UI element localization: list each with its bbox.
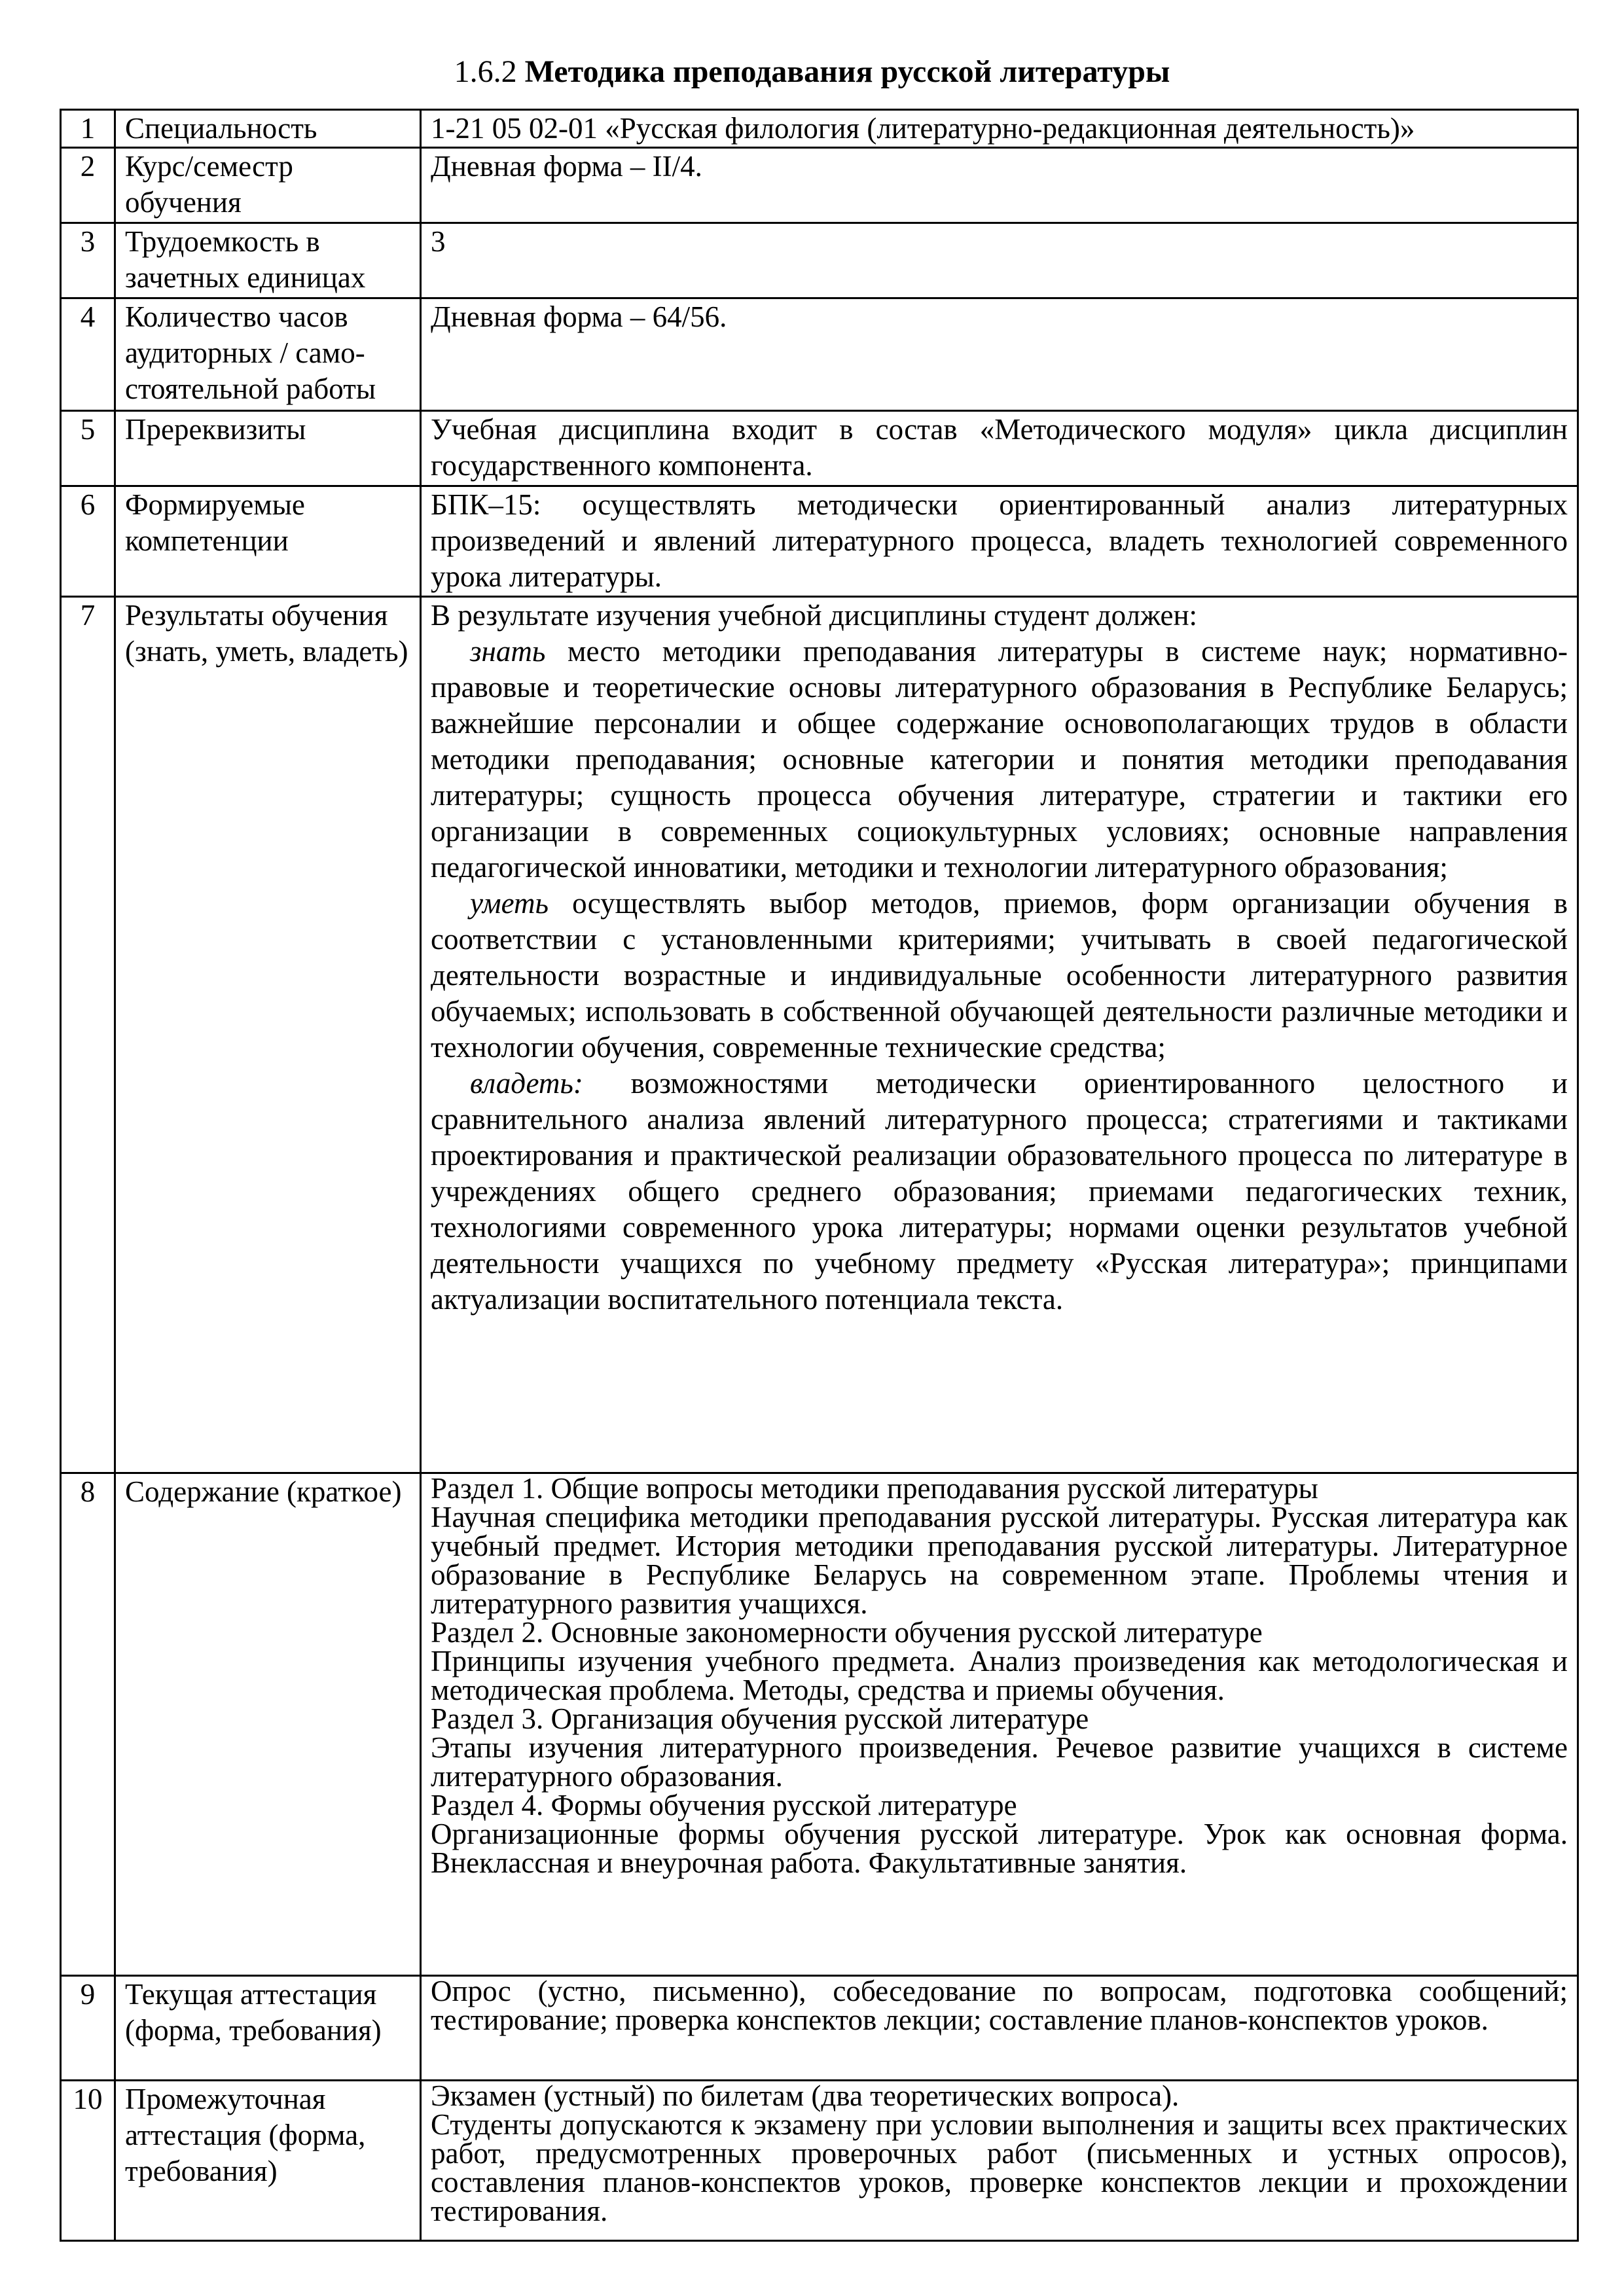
row-number: 9 <box>61 1976 115 2081</box>
page-title <box>0 52 1624 92</box>
section-heading: Раздел 1. Общие вопросы методики преподавания русской литературы <box>431 1472 1318 1505</box>
section-heading: Раздел 2. Основные закономерности обучения русской литературе <box>431 1616 1263 1649</box>
table-row <box>61 486 1578 597</box>
row-number: 10 <box>61 2081 115 2241</box>
row-label: Содержание (краткое) <box>115 1473 421 1976</box>
row-number: 4 <box>61 298 115 411</box>
row-number: 5 <box>61 411 115 486</box>
row-value: Опрос (устно, письменно), собеседование по вопросам, подготовка сообщений; тестирование; проверка конспектов лекции; составление планов-конспектов уроков. <box>421 1976 1578 2081</box>
table-row <box>61 298 1578 411</box>
results-intro: В результате изучения учебной дисциплины студент должен: <box>431 599 1198 632</box>
results-know <box>431 634 1568 886</box>
row-value: 3 <box>421 223 1578 298</box>
exam-requirements: Студенты допускаются к экзамену при условии выполнения и защиты всех практических работ, предусмотренных проверочных работ (письменных и устных опросов), составления планов-конспектов уроков, проверке конспектов лекции и прохождении тестирования. <box>431 2108 1568 2227</box>
row-label: Количество часов аудиторных / само-стоятельной работы <box>115 298 421 411</box>
row-label: Текущая аттестация (форма, требования) <box>115 1976 421 2081</box>
table-row <box>61 110 1578 148</box>
row-number: 2 <box>61 148 115 223</box>
table-row <box>61 1473 1578 1976</box>
row-label: Курс/семестр обучения <box>115 148 421 223</box>
row-number: 1 <box>61 110 115 148</box>
results-own <box>431 1066 1568 1318</box>
exam-line: Экзамен (устный) по билетам (два теоретических вопроса). <box>431 2079 1180 2112</box>
row-label: Промежуточная аттестация (форма, требования) <box>115 2081 421 2241</box>
table-row <box>61 411 1578 486</box>
row-value: Дневная форма – 64/56. <box>421 298 1578 411</box>
row-number: 3 <box>61 223 115 298</box>
row-label: Пререквизиты <box>115 411 421 486</box>
row-value <box>421 597 1578 1473</box>
title-name: Методика преподавания русской литературы <box>524 54 1170 89</box>
table-row <box>61 1976 1578 2081</box>
row-number: 6 <box>61 486 115 597</box>
row-value: Учебная дисциплина входит в состав «Методического модуля» цикла дисциплин государственного компонента. <box>421 411 1578 486</box>
section-text: Принципы изучения учебного предмета. Анализ произведения как методологическая и методическая проблема. Методы, средства и приемы обучения. <box>431 1645 1568 1706</box>
row-number: 7 <box>61 597 115 1473</box>
know-term: знать <box>470 635 546 668</box>
table-row <box>61 223 1578 298</box>
own-text: возможностями методически ориентированного целостного и сравнительного анализа явлений литературного процесса; стратегиями и тактиками проектирования и практической реализации образовательного процесса по литературе в учреждениях общего среднего образования; приемами педагогических техник, технологиями современного урока литературы; нормами оценки результатов учебной деятельности учащихся по учебному предмету «Русская литература»; принципами актуализации воспитательного потенциала текста. <box>431 1067 1568 1316</box>
row-label: Формируемые компетенции <box>115 486 421 597</box>
row-label: Результаты обучения (знать, уметь, владеть) <box>115 597 421 1473</box>
can-text: осуществлять выбор методов, приемов, форм организации обучения в соответствии с установленными критериями; учитывать в своей педагогической деятельности возрастные и индивидуальные особенности литературного развития обучаемых; использовать в собственной обучающей деятельности различные методики и технологии обучения, современные технические средства; <box>431 887 1568 1064</box>
row-value <box>421 2081 1578 2241</box>
table-row <box>61 597 1578 1473</box>
row-label: Трудоемкость в зачетных единицах <box>115 223 421 298</box>
section-heading: Раздел 4. Формы обучения русской литературе <box>431 1789 1017 1821</box>
table-row <box>61 2081 1578 2241</box>
row-value <box>421 1473 1578 1976</box>
results-can <box>431 886 1568 1066</box>
row-label: Специальность <box>115 110 421 148</box>
table-row <box>61 148 1578 223</box>
know-text: место методики преподавания литературы в системе наук; нормативно-правовые и теоретические основы литературного образования в Республике Беларусь; важнейшие персоналии и общее содержание основополагающих трудов в области методики преподавания; основные категории и понятия методики преподавания литературы; сущность процесса обучения литературе, стратегии и тактики его организации в современных социокультурных условиях; основные направления педагогической инноватики, методики и технологии литературного образования; <box>431 635 1568 884</box>
section-heading: Раздел 3. Организация обучения русской литературе <box>431 1702 1089 1735</box>
row-value: 1-21 05 02-01 «Русская филология (литературно-редакционная деятельность)» <box>421 110 1578 148</box>
section-text: Научная специфика методики преподавания русской литературы. Русская литература как учебный предмет. История методики преподавания русской литературы. Литературное образование в Республике Беларусь на современном этапе. Проблемы чтения и литературного развития учащихся. <box>431 1501 1568 1620</box>
section-text: Этапы изучения литературного произведения. Речевое развитие учащихся в системе литературного образования. <box>431 1731 1568 1793</box>
own-term: владеть: <box>470 1067 583 1100</box>
section-text: Организационные формы обучения русской литературе. Урок как основная форма. Внеклассная и внеурочная работа. Факультативные занятия. <box>431 1818 1568 1879</box>
row-value: Дневная форма – II/4. <box>421 148 1578 223</box>
row-number: 8 <box>61 1473 115 1976</box>
discipline-table <box>60 109 1579 2242</box>
title-number: 1.6.2 <box>454 54 517 89</box>
row-value: БПК–15: осуществлять методически ориентированный анализ литературных произведений и явлений литературного процесса, владеть технологией современного урока литературы. <box>421 486 1578 597</box>
can-term: уметь <box>470 887 549 920</box>
